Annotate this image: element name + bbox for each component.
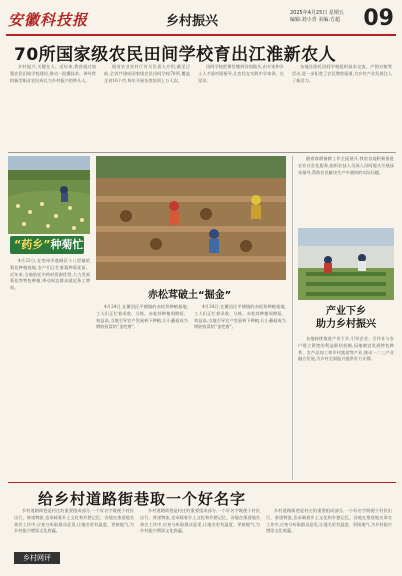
footer-column-tag: 乡村网评 bbox=[14, 552, 60, 564]
mushroom-harvest-photo bbox=[96, 156, 286, 280]
lead-text-3: 田间学校把课堂搬到田间地头,由专家和乡土人才面对面指导,让农民在实践中学本领、长见识。 bbox=[198, 64, 284, 83]
essay-column-1 bbox=[14, 508, 134, 550]
story-right-text-bottom: 各地持续推进产业下乡,引导企业、合作社与农户建立紧密的利益联结机制,因地制宜发展特色种养、农产品加工和乡村旅游等产业,推动一二三产业融合发展,为乡村全面振兴提供有力支撑。 bbox=[298, 336, 394, 362]
section-divider bbox=[8, 152, 396, 153]
lead-text-1: 乡村振兴,关键在人。近年来,我省通过加强农民田间学校建设,推动一批懂技术、善经营的新型职业农民成长为乡村振兴的带头人。 bbox=[10, 64, 96, 83]
essay-divider bbox=[8, 482, 396, 483]
essay-text-2: 乡村道路街巷是村庄的重要组成部分,一个好名字既便于村民出行、寄递物流,也承载着乡土文化和乡愁记忆。各地在推进地名命名工作中,应充分听取群众意见,让地名更有温度、更接地气,为乡村振兴增添文化底蕴。 bbox=[140, 508, 260, 534]
section-name: 乡村振兴 bbox=[166, 14, 219, 29]
lead-text-4: 各地还依托田间学校组织技术交流、产销对接等活动,进一步拓宽了农民增收渠道,为乡村产业发展注入了新活力。 bbox=[292, 64, 392, 83]
essay-text-1: 乡村道路街巷是村庄的重要组成部分,一个好名字既便于村民出行、寄递物流,也承载着乡土文化和乡愁记忆。各地在推进地名命名工作中,应充分听取群众意见,让地名更有温度、更接地气,为乡村振兴增添文化底蕴。 bbox=[14, 508, 134, 534]
story-mid-caption: 赤松茸破土“掘金” bbox=[148, 290, 232, 301]
newspaper-logo: 安徽科技报 bbox=[8, 11, 89, 29]
story-left-title bbox=[10, 236, 84, 254]
lead-column-4 bbox=[292, 64, 392, 148]
lead-headline: 70所国家级农民田间学校育出江淮新农人 bbox=[14, 45, 337, 65]
masthead bbox=[6, 6, 396, 36]
lead-column-3 bbox=[198, 64, 284, 148]
lead-column-1 bbox=[10, 64, 96, 148]
chrysanthemum-field-photo bbox=[8, 156, 90, 234]
story-right-title-line2: 助力乡村振兴 bbox=[316, 319, 376, 330]
story-right-title bbox=[300, 305, 392, 331]
story-right-body-top bbox=[298, 156, 394, 226]
story-left-text: 4月23日,在亳州市谯城区十八里镇的菊花种植基地,农户们正忙着栽种菊花苗。近年来,当地依托中药材资源优势,大力发展菊花等特色种植,带动周边群众就近务工增收。 bbox=[10, 258, 90, 291]
story-right-text-top: 随着春耕备耕工作全面展开,我省各地积极推进农业社会化服务,组织农技人员深入田间地头开展技术指导,帮助农民解决生产中遇到的实际问题。 bbox=[298, 156, 394, 175]
greenhouse-photo bbox=[298, 228, 394, 300]
story-mid-text: 4月24日,在繁昌区平铺镇的赤松茸种植基地,工人们正忙着采收、分拣。赤松茸种植周期短、效益高,当地引导农户发展林下种植,让小蘑菇成为增收致富的“金疙瘩”。 bbox=[96, 304, 188, 330]
story-mid-body-right bbox=[194, 304, 286, 480]
story-left-title-tail: 种菊忙 bbox=[50, 238, 84, 251]
story-mid-text-continued: 4月24日,在繁昌区平铺镇的赤松茸种植基地,工人们正忙着采收、分拣。赤松茸种植周期短、效益高,当地引导农户发展林下种植,让小蘑菇成为增收致富的“金疙瘩”。 bbox=[194, 304, 286, 330]
page-number: 09 bbox=[363, 6, 394, 31]
story-left-body bbox=[10, 258, 90, 370]
essay-title: 给乡村道路街巷取一个好名字 bbox=[38, 490, 247, 508]
story-mid-body-left bbox=[96, 304, 188, 480]
issue-date: 2025年4月25日 星期五 bbox=[290, 10, 344, 16]
story-right-body-bottom bbox=[298, 336, 394, 480]
column-divider bbox=[292, 156, 293, 480]
essay-text-3: 乡村道路街巷是村庄的重要组成部分,一个好名字既便于村民出行、寄递物流,也承载着乡土文化和乡愁记忆。各地在推进地名命名工作中,应充分听取群众意见,让地名更有温度、更接地气,为乡村振兴增添文化底蕴。 bbox=[266, 508, 392, 534]
story-right-title-line1: 产业下乡 bbox=[326, 306, 366, 317]
story-left-title-highlight: “药乡” bbox=[14, 238, 51, 251]
essay-column-2 bbox=[140, 508, 260, 564]
essay-column-3 bbox=[266, 508, 392, 564]
issue-editors: 编辑:刘小青 美编:方超 bbox=[290, 17, 340, 23]
lead-column-2 bbox=[104, 64, 190, 148]
lead-text-2: 据省农业农村厅有关负责人介绍,截至目前,全省共建成国家级农民田间学校70所,覆盖全省16个市,每年开展各类培训上万人次。 bbox=[104, 64, 190, 83]
issue-meta bbox=[290, 10, 364, 24]
